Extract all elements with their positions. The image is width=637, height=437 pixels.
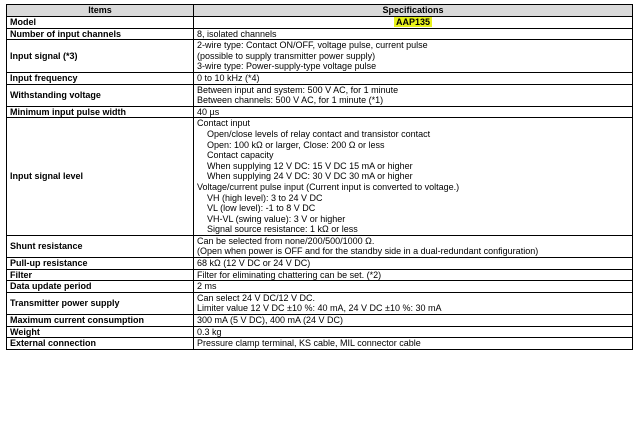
model-number-highlight: AAP135: [395, 17, 431, 27]
spec-line: 40 µs: [197, 106, 220, 117]
spec-line: Contact input: [197, 118, 251, 129]
spec-line: VL (low level): -1 to 8 V DC: [207, 203, 316, 214]
row-spec-value: [194, 235, 633, 257]
table-row: [7, 281, 633, 293]
row-item-label: Number of input channels: [7, 28, 194, 40]
row-item-label: Weight: [7, 326, 194, 338]
row-spec-value: [194, 40, 633, 73]
spec-line: (possible to supply transmitter power supply): [197, 50, 376, 61]
spec-line: 3-wire type: Power-supply-type voltage pulse: [197, 61, 377, 72]
spec-line: Can be selected from none/200/500/1000 Ω.: [197, 235, 375, 246]
table-row: [7, 28, 633, 40]
table-row: [7, 106, 633, 118]
row-item-label: Filter: [7, 269, 194, 281]
row-item-label: Input signal (*3): [7, 40, 194, 73]
spec-line: Pressure clamp terminal, KS cable, MIL connector cable: [197, 338, 421, 349]
table-row: [7, 118, 633, 236]
table-row: [7, 326, 633, 338]
spec-line: Contact capacity: [207, 150, 274, 161]
spec-line: 68 kΩ (12 V DC or 24 V DC): [197, 258, 311, 269]
spec-line: 0.3 kg: [197, 326, 222, 337]
spec-line: VH-VL (swing value): 3 V or higher: [207, 213, 346, 224]
row-item-label: Input frequency: [7, 72, 194, 84]
spec-line: Between input and system: 500 V AC, for 1 minute: [197, 84, 399, 95]
spec-line: Voltage/current pulse input (Current input is converted to voltage.): [197, 181, 460, 192]
row-item-label: Data update period: [7, 281, 194, 293]
row-spec-value: [194, 106, 633, 118]
table-row: [7, 338, 633, 350]
row-spec-value: [194, 338, 633, 350]
row-item-label: Maximum current consumption: [7, 315, 194, 327]
table-row: [7, 72, 633, 84]
table-row: [7, 235, 633, 257]
header-items: Items: [7, 5, 194, 17]
row-spec-value: [194, 258, 633, 270]
table-row: [7, 40, 633, 73]
row-spec-value: [194, 72, 633, 84]
spec-line: When supplying 24 V DC: 30 V DC 30 mA or higher: [207, 171, 413, 182]
table-row: [7, 292, 633, 314]
row-item-label: Pull-up resistance: [7, 258, 194, 270]
table-row: [7, 84, 633, 106]
row-spec-value: [194, 118, 633, 236]
row-item-label: Shunt resistance: [7, 235, 194, 257]
spec-line: Limiter value 12 V DC ±10 %: 40 mA, 24 V DC ±10 %: 30 mA: [197, 303, 442, 314]
row-item-label: Withstanding voltage: [7, 84, 194, 106]
spec-line: When supplying 12 V DC: 15 V DC 15 mA or higher: [207, 160, 413, 171]
row-spec-value: [194, 315, 633, 327]
spec-line: 8, isolated channels: [197, 28, 277, 39]
row-spec-value: [194, 84, 633, 106]
table-row: [7, 315, 633, 327]
row-item-label: Input signal level: [7, 118, 194, 236]
row-spec-value: [194, 281, 633, 293]
row-spec-value: [194, 28, 633, 40]
table-row-model: [7, 17, 633, 29]
spec-line: 300 mA (5 V DC), 400 mA (24 V DC): [197, 315, 344, 326]
table-row: [7, 269, 633, 281]
row-spec-value: [194, 292, 633, 314]
row-item-label: External connection: [7, 338, 194, 350]
row-item-label: Minimum input pulse width: [7, 106, 194, 118]
header-specifications: Specifications: [194, 5, 633, 17]
spec-line: Open: 100 kΩ or larger, Close: 200 Ω or less: [207, 139, 385, 150]
spec-line: Between channels: 500 V AC, for 1 minute (*1): [197, 95, 384, 106]
spec-line: VH (high level): 3 to 24 V DC: [207, 192, 323, 203]
row-spec-value: [194, 326, 633, 338]
table-row: [7, 258, 633, 270]
spec-line: Filter for eliminating chattering can be set. (*2): [197, 269, 382, 280]
spec-line: 2-wire type: Contact ON/OFF, voltage pulse, current pulse: [197, 40, 428, 51]
spec-line: Signal source resistance: 1 kΩ or less: [207, 224, 358, 235]
row-item-label: Transmitter power supply: [7, 292, 194, 314]
specifications-table: [6, 4, 633, 350]
row-item-label: Model: [7, 17, 194, 29]
spec-line: Open/close levels of relay contact and transistor contact: [207, 128, 431, 139]
row-spec-value: [194, 17, 633, 29]
spec-line: 2 ms: [197, 281, 217, 292]
spec-line: Can select 24 V DC/12 V DC.: [197, 292, 316, 303]
spec-line: 0 to 10 kHz (*4): [197, 72, 260, 83]
table-header-row: [7, 5, 633, 17]
spec-line: (Open when power is OFF and for the standby side in a dual-redundant configuration): [197, 246, 539, 257]
row-spec-value: [194, 269, 633, 281]
